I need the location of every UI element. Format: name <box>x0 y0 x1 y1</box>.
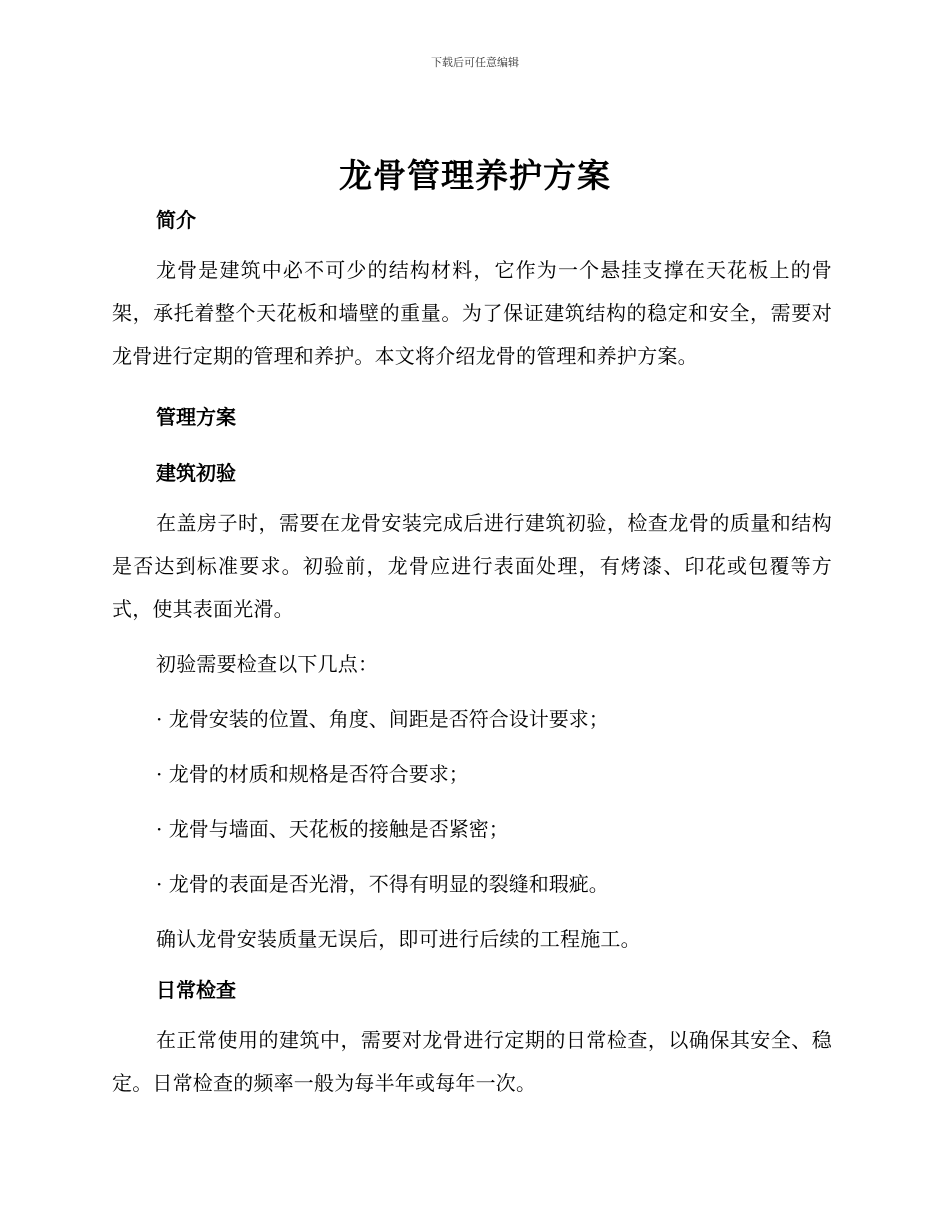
paragraph-intro: 龙骨是建筑中必不可少的结构材料，它作为一个悬挂支撑在天花板上的骨架，承托着整个天花板和墙壁的重量。为了保证建筑结构的稳定和安全，需要对龙骨进行定期的管理和养护。本文将介绍龙骨的管理和养护方案。 <box>112 258 832 368</box>
document-title: 龙骨管理养护方案 <box>339 156 611 195</box>
paragraph-initial-check: 在盖房子时，需要在龙骨安装完成后进行建筑初验，检查龙骨的质量和结构是否达到标准要求。初验前，龙骨应进行表面处理，有烤漆、印花或包覆等方式，使其表面光滑。 <box>112 511 832 621</box>
list-item: · 龙骨的材质和规格是否符合要求； <box>156 762 469 786</box>
section-heading-management: 管理方案 <box>156 405 236 429</box>
checklist-intro: 初验需要检查以下几点： <box>156 652 379 676</box>
document-body <box>112 203 832 1105</box>
paragraph-confirm: 确认龙骨安装质量无误后，即可进行后续的工程施工。 <box>156 927 641 951</box>
list-item: · 龙骨的表面是否光滑，不得有明显的裂缝和瑕疵。 <box>156 872 609 896</box>
header-note: 下载后可任意编辑 <box>431 56 519 69</box>
subsection-heading-initial-check: 建筑初验 <box>156 461 236 485</box>
list-item: · 龙骨安装的位置、角度、间距是否符合设计要求； <box>156 707 609 731</box>
subsection-heading-daily-check: 日常检查 <box>156 978 236 1002</box>
list-item: · 龙骨与墙面、天花板的接触是否紧密； <box>156 817 509 841</box>
paragraph-daily-check: 在正常使用的建筑中，需要对龙骨进行定期的日常检查，以确保其安全、稳定。日常检查的频率一般为每半年或每年一次。 <box>112 1028 832 1095</box>
section-heading-intro: 简介 <box>156 208 196 232</box>
